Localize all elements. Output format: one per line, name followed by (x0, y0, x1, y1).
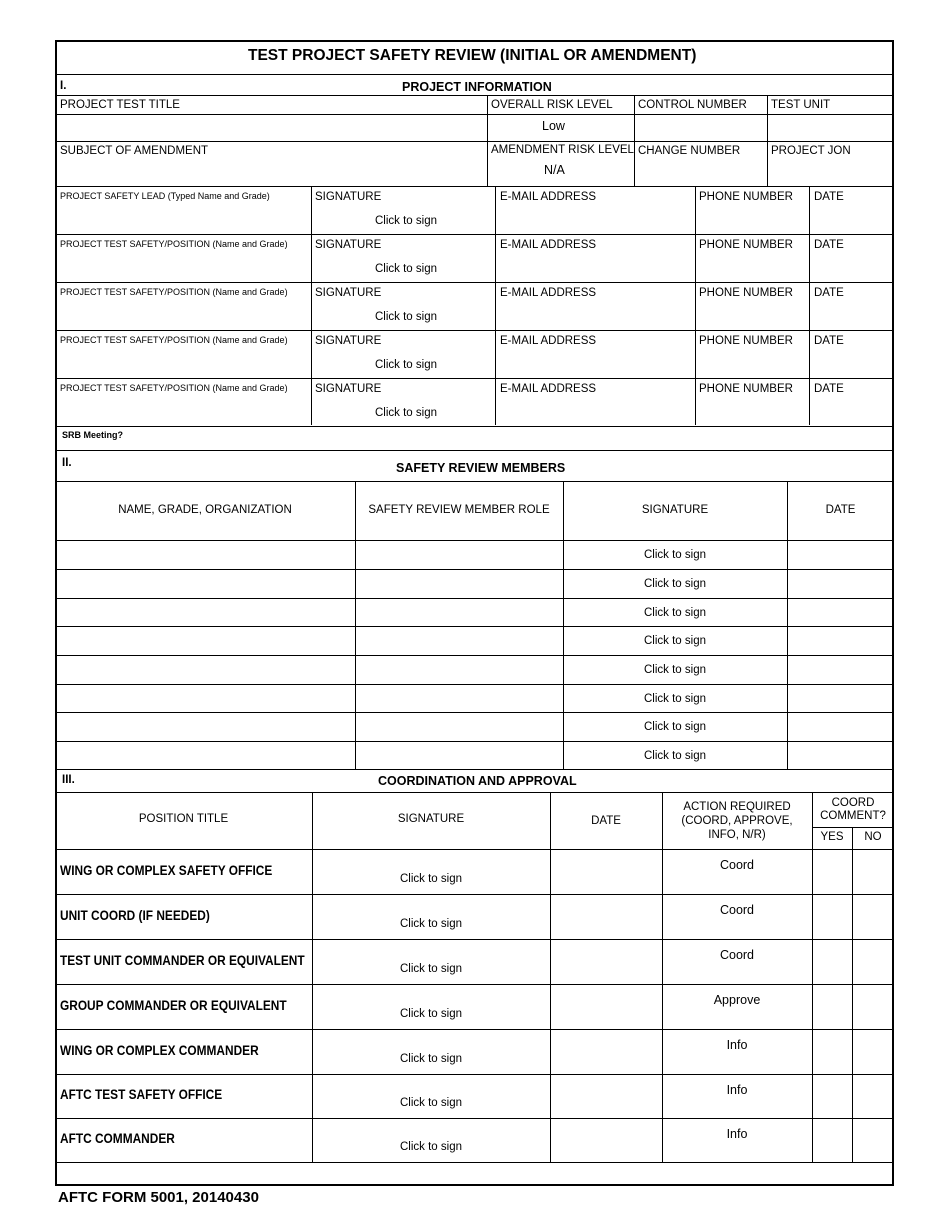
coord-header-action-l2: (COORD, APPROVE, (681, 815, 793, 827)
coord-header-action-l1: ACTION REQUIRED (683, 801, 791, 813)
coord-header-position: POSITION TITLE (138, 813, 229, 825)
phone-label: PHONE NUMBER (699, 191, 793, 203)
form-footer: AFTC FORM 5001, 20140430 (58, 1189, 259, 1206)
row-divider (55, 426, 894, 427)
test-unit-label: TEST UNIT (771, 99, 831, 111)
position-title: GROUP COMMANDER OR EQUIVALENT (60, 998, 287, 1013)
divider (55, 74, 894, 75)
amendment-risk-level-label: AMENDMENT RISK LEVEL (491, 144, 634, 156)
section-3-title: COORDINATION AND APPROVAL (378, 774, 577, 788)
signature-label: SIGNATURE (315, 191, 382, 203)
row-divider (55, 282, 894, 283)
signature-label: SIGNATURE (315, 335, 382, 347)
phone-label: PHONE NUMBER (699, 239, 793, 251)
member-sign-field[interactable]: Click to sign (644, 635, 706, 647)
row-divider (55, 234, 894, 235)
position-title: WING OR COMPLEX COMMANDER (60, 1043, 259, 1058)
email-label: E-MAIL ADDRESS (500, 239, 597, 251)
action-required-value[interactable]: Coord (719, 858, 755, 872)
coord-header-action-l3: INFO, N/R) (708, 829, 766, 841)
date-label: DATE (814, 191, 844, 203)
action-required-value[interactable]: Coord (719, 903, 755, 917)
sign-field[interactable]: Click to sign (375, 215, 437, 227)
email-label: E-MAIL ADDRESS (500, 191, 597, 203)
phone-label: PHONE NUMBER (699, 383, 793, 395)
coord-sign-field[interactable]: Click to sign (400, 1008, 462, 1020)
project-jon-label: PROJECT JON (771, 145, 851, 157)
coord-header-comment-l1: COORD (831, 797, 875, 809)
project-test-title-label: PROJECT TEST TITLE (60, 99, 180, 111)
row-divider (55, 769, 894, 770)
members-header-name: NAME, GRADE, ORGANIZATION (118, 504, 292, 516)
personnel-label: PROJECT TEST SAFETY/POSITION (Name and Grade) (60, 383, 288, 393)
row-divider (55, 569, 894, 570)
position-title: UNIT COORD (IF NEEDED) (60, 908, 210, 923)
member-sign-field[interactable]: Click to sign (644, 549, 706, 561)
signature-label: SIGNATURE (315, 383, 382, 395)
member-sign-field[interactable]: Click to sign (644, 693, 706, 705)
phone-label: PHONE NUMBER (699, 287, 793, 299)
position-title: TEST UNIT COMMANDER OR EQUIVALENT (60, 953, 305, 968)
row-divider (55, 330, 894, 331)
personnel-label: PROJECT TEST SAFETY/POSITION (Name and Grade) (60, 239, 288, 249)
coord-sign-field[interactable]: Click to sign (400, 873, 462, 885)
overall-risk-level-value[interactable]: Low (542, 119, 565, 133)
srb-meeting-label: SRB Meeting? (62, 430, 124, 440)
personnel-label: PROJECT SAFETY LEAD (Typed Name and Grade) (60, 191, 270, 201)
row-divider (55, 598, 894, 599)
coord-sign-field[interactable]: Click to sign (400, 1141, 462, 1153)
row-divider (55, 894, 894, 895)
personnel-label: PROJECT TEST SAFETY/POSITION (Name and Grade) (60, 287, 288, 297)
row-divider (55, 1118, 894, 1119)
position-title: AFTC COMMANDER (60, 1131, 175, 1146)
members-header-signature: SIGNATURE (641, 504, 709, 516)
subject-of-amendment-label: SUBJECT OF AMENDMENT (60, 145, 209, 157)
section-3-number: III. (62, 774, 75, 786)
date-label: DATE (814, 335, 844, 347)
coord-sign-field[interactable]: Click to sign (400, 1053, 462, 1065)
sign-field[interactable]: Click to sign (375, 311, 437, 323)
action-required-value[interactable]: Info (726, 1127, 748, 1141)
action-required-value[interactable]: Info (726, 1083, 748, 1097)
section-1-title: PROJECT INFORMATION (402, 80, 552, 94)
row-divider (55, 984, 894, 985)
row-divider (55, 655, 894, 656)
member-sign-field[interactable]: Click to sign (644, 721, 706, 733)
amendment-risk-level-value[interactable]: N/A (544, 163, 565, 177)
row-divider (55, 939, 894, 940)
action-required-value[interactable]: Info (726, 1038, 748, 1052)
row-divider (55, 1029, 894, 1030)
row-divider (55, 378, 894, 379)
member-sign-field[interactable]: Click to sign (644, 578, 706, 590)
row-divider (55, 712, 894, 713)
sign-field[interactable]: Click to sign (375, 263, 437, 275)
row-divider (55, 684, 894, 685)
position-title: WING OR COMPLEX SAFETY OFFICE (60, 863, 273, 878)
coord-sign-field[interactable]: Click to sign (400, 963, 462, 975)
member-sign-field[interactable]: Click to sign (644, 750, 706, 762)
section-1-number: I. (60, 80, 67, 92)
sign-field[interactable]: Click to sign (375, 359, 437, 371)
coord-sign-field[interactable]: Click to sign (400, 1097, 462, 1109)
row-divider (55, 741, 894, 742)
section-2-title: SAFETY REVIEW MEMBERS (396, 461, 566, 475)
email-label: E-MAIL ADDRESS (500, 383, 597, 395)
section-2-number: II. (62, 457, 72, 469)
phone-label: PHONE NUMBER (699, 335, 793, 347)
signature-label: SIGNATURE (315, 287, 382, 299)
members-header-role: SAFETY REVIEW MEMBER ROLE (368, 504, 550, 516)
row-divider (55, 1074, 894, 1075)
change-number-label: CHANGE NUMBER (638, 145, 741, 157)
email-label: E-MAIL ADDRESS (500, 335, 597, 347)
position-title: AFTC TEST SAFETY OFFICE (60, 1087, 223, 1102)
row-divider (55, 626, 894, 627)
action-required-value[interactable]: Approve (713, 993, 761, 1007)
date-label: DATE (814, 383, 844, 395)
members-header-date: DATE (825, 504, 856, 516)
coord-header-no: NO (864, 831, 882, 843)
action-required-value[interactable]: Coord (719, 948, 755, 962)
overall-risk-level-label: OVERALL RISK LEVEL (491, 99, 613, 111)
coord-header-comment-l2: COMMENT? (820, 810, 886, 822)
email-label: E-MAIL ADDRESS (500, 287, 597, 299)
date-label: DATE (814, 287, 844, 299)
member-sign-field[interactable]: Click to sign (644, 664, 706, 676)
coord-header-yes: YES (820, 831, 844, 843)
control-number-label: CONTROL NUMBER (638, 99, 747, 111)
row-divider (55, 1162, 894, 1163)
member-sign-field[interactable]: Click to sign (644, 607, 706, 619)
signature-label: SIGNATURE (315, 239, 382, 251)
coord-header-signature: SIGNATURE (397, 813, 465, 825)
personnel-label: PROJECT TEST SAFETY/POSITION (Name and Grade) (60, 335, 288, 345)
coord-sign-field[interactable]: Click to sign (400, 918, 462, 930)
sign-field[interactable]: Click to sign (375, 407, 437, 419)
date-label: DATE (814, 239, 844, 251)
form-title: TEST PROJECT SAFETY REVIEW (INITIAL OR AMENDMENT) (248, 47, 697, 64)
coord-header-date: DATE (591, 815, 621, 827)
